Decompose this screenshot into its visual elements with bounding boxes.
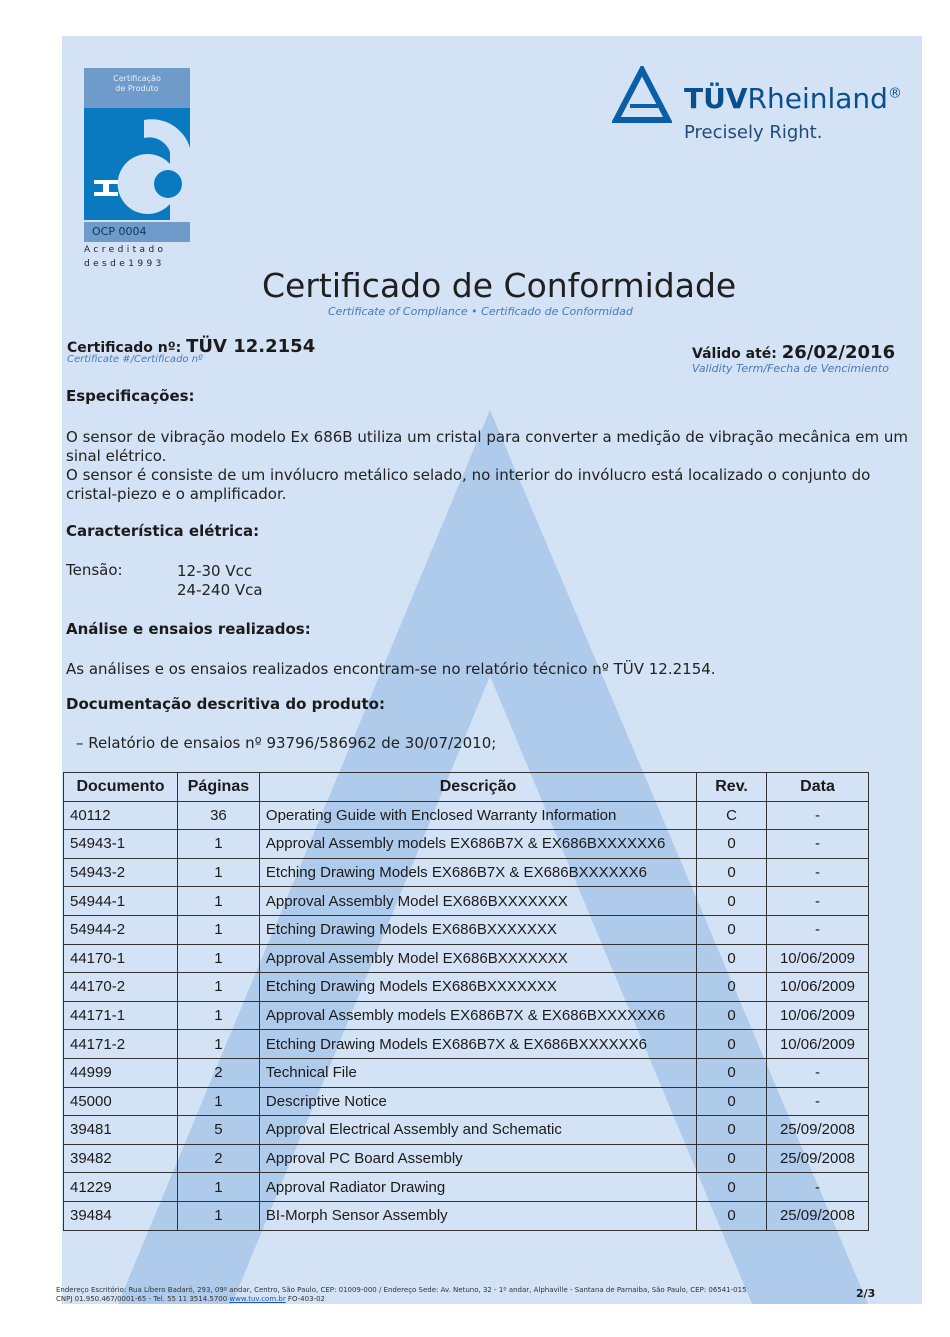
form-code: FO-403-02 [285,1295,325,1303]
cell-date: - [767,1173,869,1202]
cell-revision: 0 [697,915,767,944]
certificate-sublabel: Certificate #/Certificado nº [67,354,203,365]
cell-revision: 0 [697,1173,767,1202]
cell-revision: 0 [697,830,767,859]
cell-document-number: 44170-2 [64,973,178,1002]
specs-paragraph-2: O sensor é consiste de um invólucro metálico selado, no interior do invólucro está localizado o conjunto do cristal-piezo e o amplificador. [66,466,871,503]
cell-revision: 0 [697,1116,767,1145]
cell-date: 10/06/2009 [767,973,869,1002]
cell-document-number: 45000 [64,1087,178,1116]
accredited-line1: Acreditado [84,245,167,255]
table-row [64,1030,869,1059]
table-row [64,1058,869,1087]
cell-description: Approval Electrical Assembly and Schematic [259,1116,696,1145]
cell-page-count: 2 [177,1058,259,1087]
header-revision: Rev. [697,773,767,802]
cell-page-count: 2 [177,1144,259,1173]
footer-contact: CNPJ 01.950.467/0001-65 - Tel. 55 11 3514.5700 [56,1295,230,1303]
cell-description: Approval Assembly Model EX686BXXXXXXX [259,887,696,916]
tuv-brand-name [684,82,902,115]
cell-page-count: 1 [177,973,259,1002]
table-row [64,915,869,944]
registered-mark: ® [887,85,902,102]
document-title: Certificado de Conformidade [262,266,737,305]
table-row [64,1173,869,1202]
cell-date: 25/09/2008 [767,1144,869,1173]
cell-document-number: 44170-1 [64,944,178,973]
cell-date: - [767,801,869,830]
document-subtitle: Certificate of Compliance • Certificado de Conformidad [328,305,633,318]
cell-document-number: 40112 [64,801,178,830]
table-row [64,973,869,1002]
validity-sublabel: Validity Term/Fecha de Vencimiento [692,362,889,375]
table-row [64,887,869,916]
cell-page-count: 1 [177,858,259,887]
cell-document-number: 41229 [64,1173,178,1202]
specs-heading: Especificações: [66,387,195,405]
electrical-heading: Característica elétrica: [66,522,260,540]
analysis-heading: Análise e ensaios realizados: [66,620,311,638]
cell-page-count: 1 [177,1173,259,1202]
cell-description: Operating Guide with Enclosed Warranty Information [259,801,696,830]
table-row [64,1001,869,1030]
cell-document-number: 39481 [64,1116,178,1145]
document-table [63,772,869,1231]
cell-page-count: 36 [177,801,259,830]
specs-paragraph-1: O sensor de vibração modelo Ex 686B utiliza um cristal para converter a medição de vibração mecânica em um sinal elétrico. [66,428,909,465]
cell-description: Technical File [259,1058,696,1087]
cell-document-number: 54944-2 [64,915,178,944]
accreditation-badge [84,68,190,270]
voltage-value-ac: 24-240 Vca [177,581,263,599]
cell-document-number: 39484 [64,1201,178,1230]
table-row [64,830,869,859]
footer-line2 [56,1295,747,1304]
header-pages: Páginas [177,773,259,802]
header-date: Data [767,773,869,802]
header-document: Documento [64,773,178,802]
cell-description: Etching Drawing Models EX686B7X & EX686BXXXXXX6 [259,1030,696,1059]
cell-date: - [767,830,869,859]
cell-date: 10/06/2009 [767,944,869,973]
cell-date: - [767,1058,869,1087]
cell-page-count: 1 [177,1001,259,1030]
cell-date: 10/06/2009 [767,1030,869,1059]
cell-description: Approval Assembly Model EX686BXXXXXXX [259,944,696,973]
brand-bold: TÜV [684,82,748,115]
badge-title-line2: de Produto [115,84,159,93]
cell-document-number: 39482 [64,1144,178,1173]
cell-revision: 0 [697,973,767,1002]
validity-label: Válido até: [692,346,782,362]
cell-date: - [767,887,869,916]
cell-revision: 0 [697,887,767,916]
table-row [64,1116,869,1145]
documentation-item: – Relatório de ensaios nº 93796/586962 de 30/07/2010; [76,734,497,752]
cell-document-number: 54944-1 [64,887,178,916]
cell-page-count: 1 [177,915,259,944]
header-description: Descrição [259,773,696,802]
cell-description: BI-Morph Sensor Assembly [259,1201,696,1230]
footer-line1: Endereço Escritório: Rua Líbero Badaró, 293, 09º andar, Centro, São Paulo, CEP: 01009-000 / Endereço Sede: Av. Netuno, 32 - 1º andar, Alphaville - Santana de Parnaiba, São Paulo, CEP: 06541-015 [56,1286,747,1294]
cell-revision: 0 [697,858,767,887]
cell-revision: 0 [697,1087,767,1116]
cell-revision: 0 [697,1201,767,1230]
cell-page-count: 1 [177,1087,259,1116]
cell-description: Descriptive Notice [259,1087,696,1116]
validity-date [692,342,895,363]
cell-description: Approval Assembly models EX686B7X & EX686BXXXXXX6 [259,1001,696,1030]
certificate-value: TÜV 12.2154 [186,336,316,357]
cell-page-count: 1 [177,1201,259,1230]
cell-revision: 0 [697,1144,767,1173]
tuv-triangle-logo-icon [612,66,672,124]
cell-document-number: 44171-1 [64,1001,178,1030]
website-link[interactable]: www.tuv.com.br [229,1295,286,1303]
badge-title-line1: Certificação [113,74,161,83]
cell-date: - [767,915,869,944]
table-row [64,858,869,887]
certificate-label: Certificado nº: [67,340,187,356]
cell-revision: 0 [697,1030,767,1059]
table-row [64,1144,869,1173]
inmetro-a-logo-icon [84,108,190,220]
ocp-number: OCP 0004 [84,222,190,242]
cell-description: Etching Drawing Models EX686BXXXXXXX [259,915,696,944]
cell-page-count: 1 [177,887,259,916]
cell-revision: 0 [697,944,767,973]
table-row [64,801,869,830]
cell-document-number: 54943-2 [64,858,178,887]
validity-value: 26/02/2016 [781,342,896,363]
cell-revision: 0 [697,1001,767,1030]
cell-date: 25/09/2008 [767,1116,869,1145]
cell-date: 25/09/2008 [767,1201,869,1230]
cell-date: 10/06/2009 [767,1001,869,1030]
cell-document-number: 54943-1 [64,830,178,859]
cell-description: Approval PC Board Assembly [259,1144,696,1173]
badge-header [84,68,190,108]
cell-description: Approval Radiator Drawing [259,1173,696,1202]
cell-page-count: 1 [177,944,259,973]
cell-description: Etching Drawing Models EX686B7X & EX686BXXXXXX6 [259,858,696,887]
cell-document-number: 44999 [64,1058,178,1087]
brand-slogan: Precisely Right. [684,122,823,143]
table-row [64,1087,869,1116]
cell-revision: 0 [697,1058,767,1087]
voltage-label: Tensão: [66,561,123,579]
cell-page-count: 1 [177,1030,259,1059]
cell-page-count: 5 [177,1116,259,1145]
cell-description: Approval Assembly models EX686B7X & EX686BXXXXXX6 [259,830,696,859]
table-row [64,944,869,973]
page-number: 2/3 [856,1287,876,1300]
cell-revision: C [697,801,767,830]
documentation-heading: Documentação descritiva do produto: [66,695,385,713]
cell-document-number: 44171-2 [64,1030,178,1059]
cell-date: - [767,858,869,887]
voltage-value-dc: 12-30 Vcc [177,562,253,580]
table-row [64,1201,869,1230]
cell-page-count: 1 [177,830,259,859]
cell-date: - [767,1087,869,1116]
footer-address [56,1286,747,1304]
brand-rest: Rheinland [747,82,888,115]
analysis-text: As análises e os ensaios realizados encontram-se no relatório técnico nº TÜV 12.2154. [66,660,716,678]
table-header-row [64,773,869,802]
cell-description: Etching Drawing Models EX686BXXXXXXX [259,973,696,1002]
accredited-line2: desde1993 [84,259,165,269]
